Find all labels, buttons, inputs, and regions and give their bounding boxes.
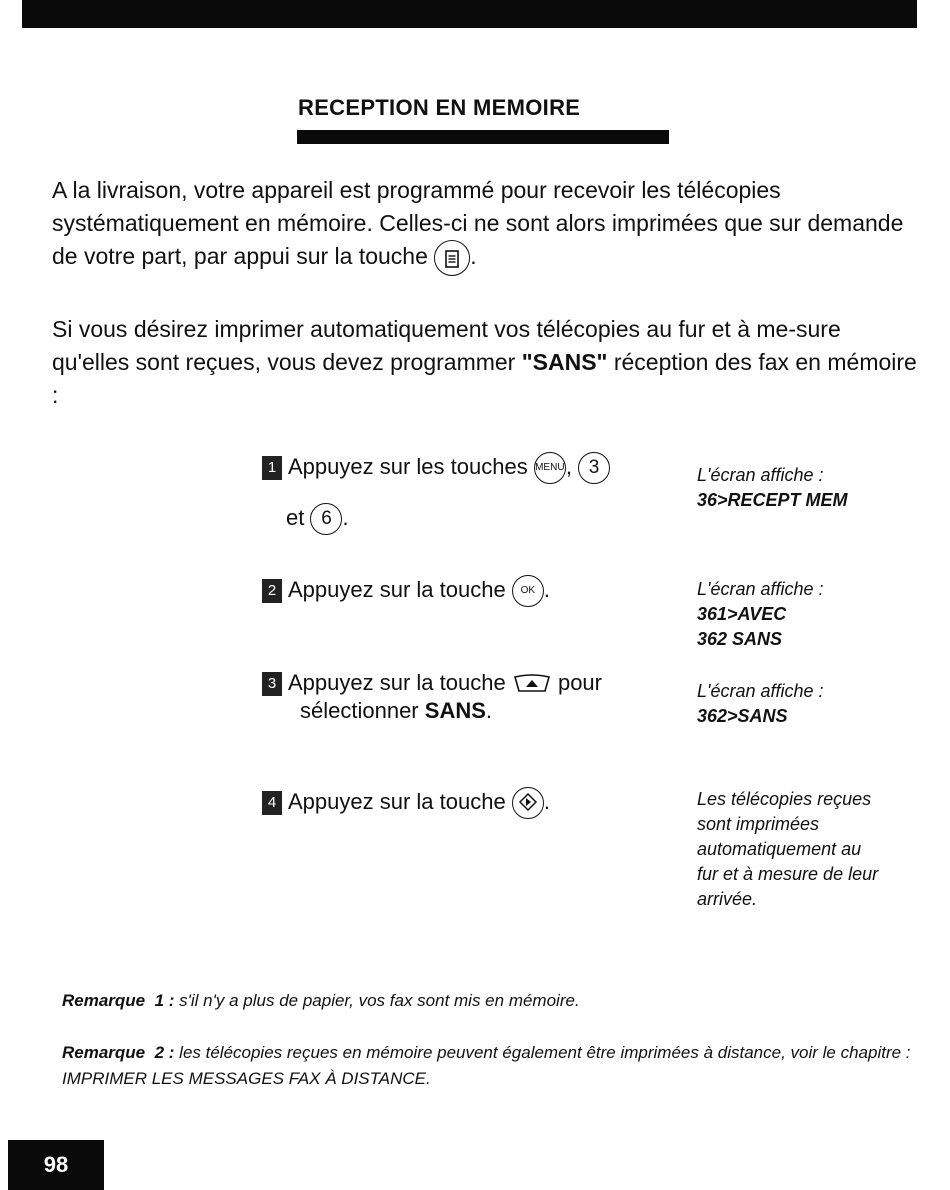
screen-display-1 [697,463,848,513]
instruction-paragraph [52,313,922,412]
step-text: Appuyez sur la touche [288,577,506,602]
step-text: Appuyez sur les touches [288,454,528,479]
para2-sans-emphasis: "SANS" [521,349,608,375]
step-number: 2 [262,579,282,603]
intro-text: A la livraison, votre appareil est programmé pour recevoir les télécopies systématiquement en mémoire. Celles-ci ne sont alors imprimées que sur demande de votre part, par appui sur la touche [52,177,904,270]
result-line: sont imprimées [697,814,820,834]
start-key-icon [512,787,544,819]
screen-line: 36>RECEPT MEM [697,490,848,510]
step-text: Appuyez sur la touche [288,670,506,695]
sans-option: SANS [424,698,486,723]
step-4 [262,787,550,819]
step-separator: , [565,454,572,479]
key-6-icon: 6 [310,503,342,535]
step-number: 1 [262,456,282,480]
screen-line: 362 SANS [697,629,783,649]
screen-line: 362>SANS [697,706,788,726]
screen-label: L'écran affiche : [697,579,824,599]
note-1 [62,988,912,1014]
step-1 [262,452,610,484]
screen-line: 361>AVEC [697,604,787,624]
result-description [697,787,878,912]
title-underline [297,130,669,144]
intro-paragraph [52,174,922,276]
step-3 [262,668,602,724]
screen-display-2 [697,577,824,652]
screen-label: L'écran affiche : [697,681,824,701]
result-line: automatiquement au [697,839,862,859]
print-key-icon [434,240,470,276]
note-text: s'il n'y a plus de papier, vos fax sont mis en mémoire. [174,991,580,1010]
note-text: les télécopies reçues en mémoire peuvent également être imprimées à distance, voir le chapitre : IMPRIMER LES MESSAGES FAX À DISTANCE. [62,1043,911,1088]
note-label: Remarque [62,1043,146,1062]
para2-text-before: Si vous désirez imprimer automatiquement vos télécopies au fur et à me-sure qu'elles sont reçues, vous devez programmer [52,316,841,375]
step-text: sélectionner [300,698,419,723]
note-2 [62,1040,912,1092]
result-line: Les télécopies reçues [697,789,872,809]
step-number: 4 [262,791,282,815]
section-title: RECEPTION EN MEMOIRE [298,95,581,120]
key-3-icon: 3 [578,452,610,484]
step-text: Appuyez sur la touche [288,789,506,814]
screen-display-3 [697,679,824,729]
note-label: Remarque [62,991,146,1010]
ok-key-icon: OK [512,575,544,607]
header-bar [22,0,917,28]
step-end: . [543,789,550,814]
page-number: 98 [8,1140,104,1190]
menu-key-icon: MENU [534,452,566,484]
note-number: 2 : [154,1043,175,1062]
step-number: 3 [262,672,282,696]
intro-end: . [470,243,477,270]
screen-label: L'écran affiche : [697,465,824,485]
step-end: . [543,577,550,602]
step-1-cont [262,503,349,535]
step-end: . [485,698,493,723]
up-arrow-key-icon [512,670,552,695]
result-line: arrivée. [697,889,758,909]
note-number: 1 : [154,991,175,1010]
step-2 [262,575,550,607]
step-text: et [286,505,305,530]
para2-text-after: réception des fax en mémoire : [52,349,917,408]
step-text: pour [557,670,602,695]
result-line: fur et à mesure de leur [697,864,879,884]
step-end: . [342,505,349,530]
